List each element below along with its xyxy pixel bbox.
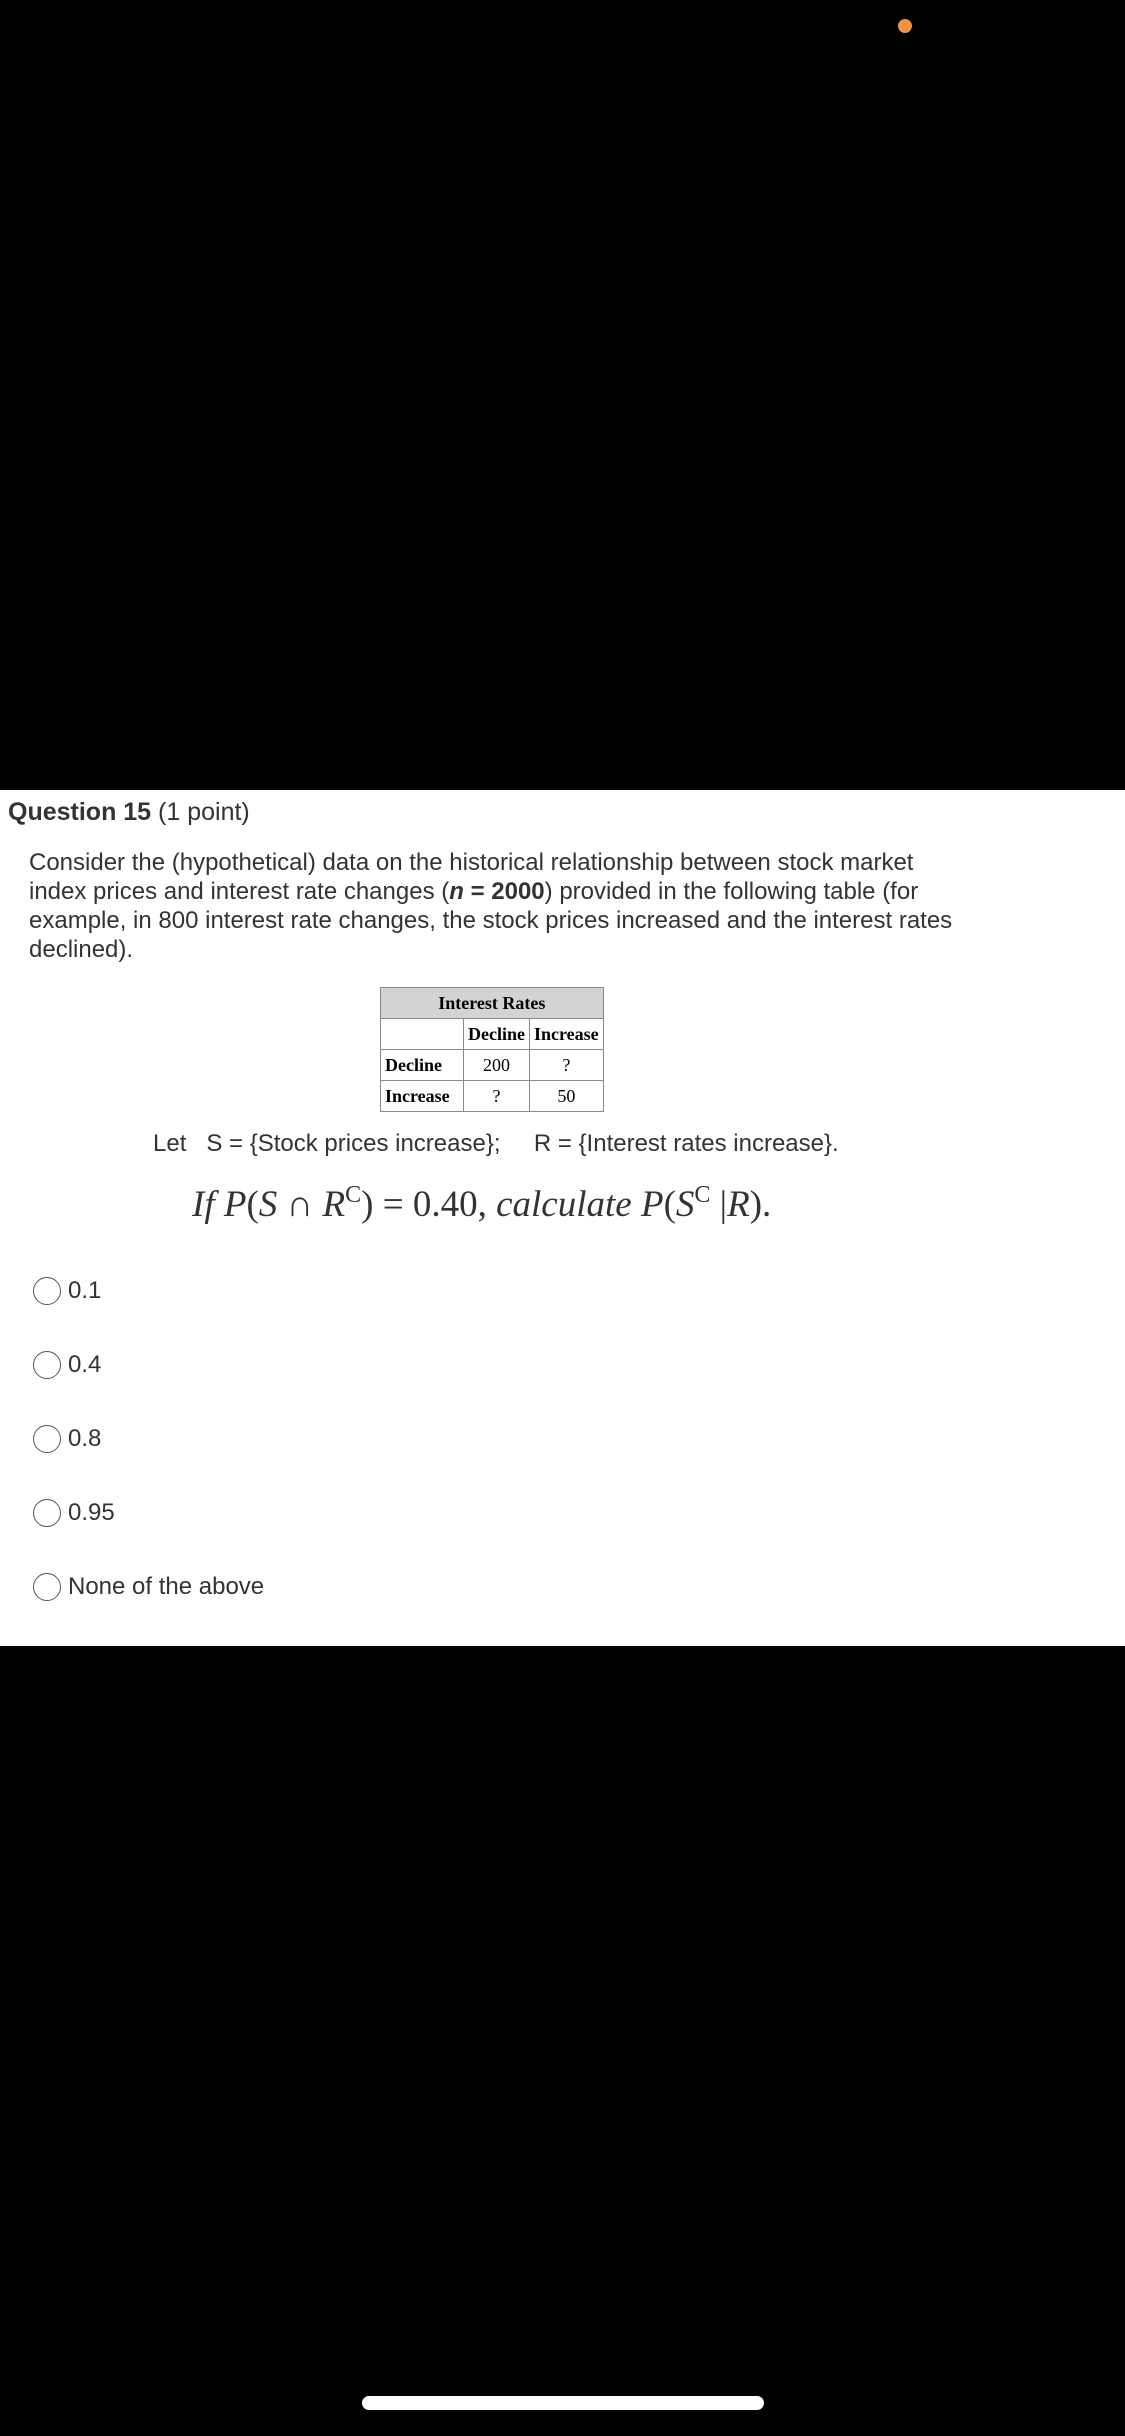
question-points: (1 point) [158, 798, 250, 826]
question-text-part2: ) provided in the following table (for example, in 800 interest rate changes, the stock prices increased and the interest rates declined). [29, 878, 953, 963]
probability-formula [192, 1182, 771, 1226]
option-label: 0.95 [68, 1499, 115, 1526]
n-value: = 2000 [463, 878, 545, 905]
formula-end: ). [749, 1184, 772, 1225]
formula-r: R [322, 1184, 346, 1225]
question-header [8, 798, 250, 827]
formula-r: R [727, 1184, 750, 1225]
row-header-decline: Decline [381, 1050, 464, 1081]
col-header-decline: Decline [464, 1019, 530, 1050]
table-title: Interest Rates [381, 988, 604, 1019]
table-cell: 50 [529, 1081, 603, 1112]
option-label: 0.4 [68, 1351, 102, 1378]
table-row [381, 1050, 604, 1081]
contingency-table [380, 987, 604, 1112]
formula-s: S [258, 1184, 278, 1225]
table-cell: ? [529, 1050, 603, 1081]
event-definitions: Let S = {Stock prices increase}; R = {Interest rates increase}. [153, 1130, 839, 1157]
home-indicator-bar[interactable] [362, 2396, 764, 2410]
formula-equals: ) = 0.40, [361, 1184, 497, 1225]
table-row [381, 1081, 604, 1112]
formula-if: If P [192, 1184, 247, 1225]
formula-complement: C [345, 1182, 362, 1208]
formula-complement: C [694, 1182, 711, 1208]
option-label: 0.8 [68, 1425, 102, 1452]
radio-button[interactable] [33, 1573, 61, 1601]
option-label: 0.1 [68, 1277, 102, 1304]
formula-paren: ( [663, 1184, 676, 1225]
table-corner-cell [381, 1019, 464, 1050]
radio-button[interactable] [33, 1499, 61, 1527]
question-panel [0, 790, 1125, 1646]
question-text-part1: Consider the (hypothetical) data on the historical relationship between stock market index prices and interest rate changes ( [29, 849, 914, 905]
formula-s: S [675, 1184, 695, 1225]
sample-size [449, 878, 544, 905]
option-none-of-the-above[interactable] [33, 1570, 264, 1604]
question-title: Question 15 [8, 798, 152, 826]
table-cell: 200 [464, 1050, 530, 1081]
radio-button[interactable] [33, 1277, 61, 1305]
option-0-8[interactable] [33, 1422, 101, 1456]
table-cell: ? [464, 1081, 530, 1112]
row-header-increase: Increase [381, 1081, 464, 1112]
radio-button[interactable] [33, 1351, 61, 1379]
option-0-95[interactable] [33, 1496, 115, 1530]
question-text [29, 848, 969, 964]
formula-given: | [710, 1184, 728, 1225]
col-header-increase: Increase [529, 1019, 603, 1050]
n-symbol: n [449, 878, 464, 905]
formula-intersection: ∩ [277, 1184, 323, 1225]
option-0-4[interactable] [33, 1348, 101, 1382]
formula-paren: ( [246, 1184, 259, 1225]
option-0-1[interactable] [33, 1274, 101, 1308]
recording-indicator-dot [898, 19, 912, 33]
formula-calculate: calculate P [496, 1184, 664, 1225]
radio-button[interactable] [33, 1425, 61, 1453]
option-label: None of the above [68, 1573, 265, 1600]
